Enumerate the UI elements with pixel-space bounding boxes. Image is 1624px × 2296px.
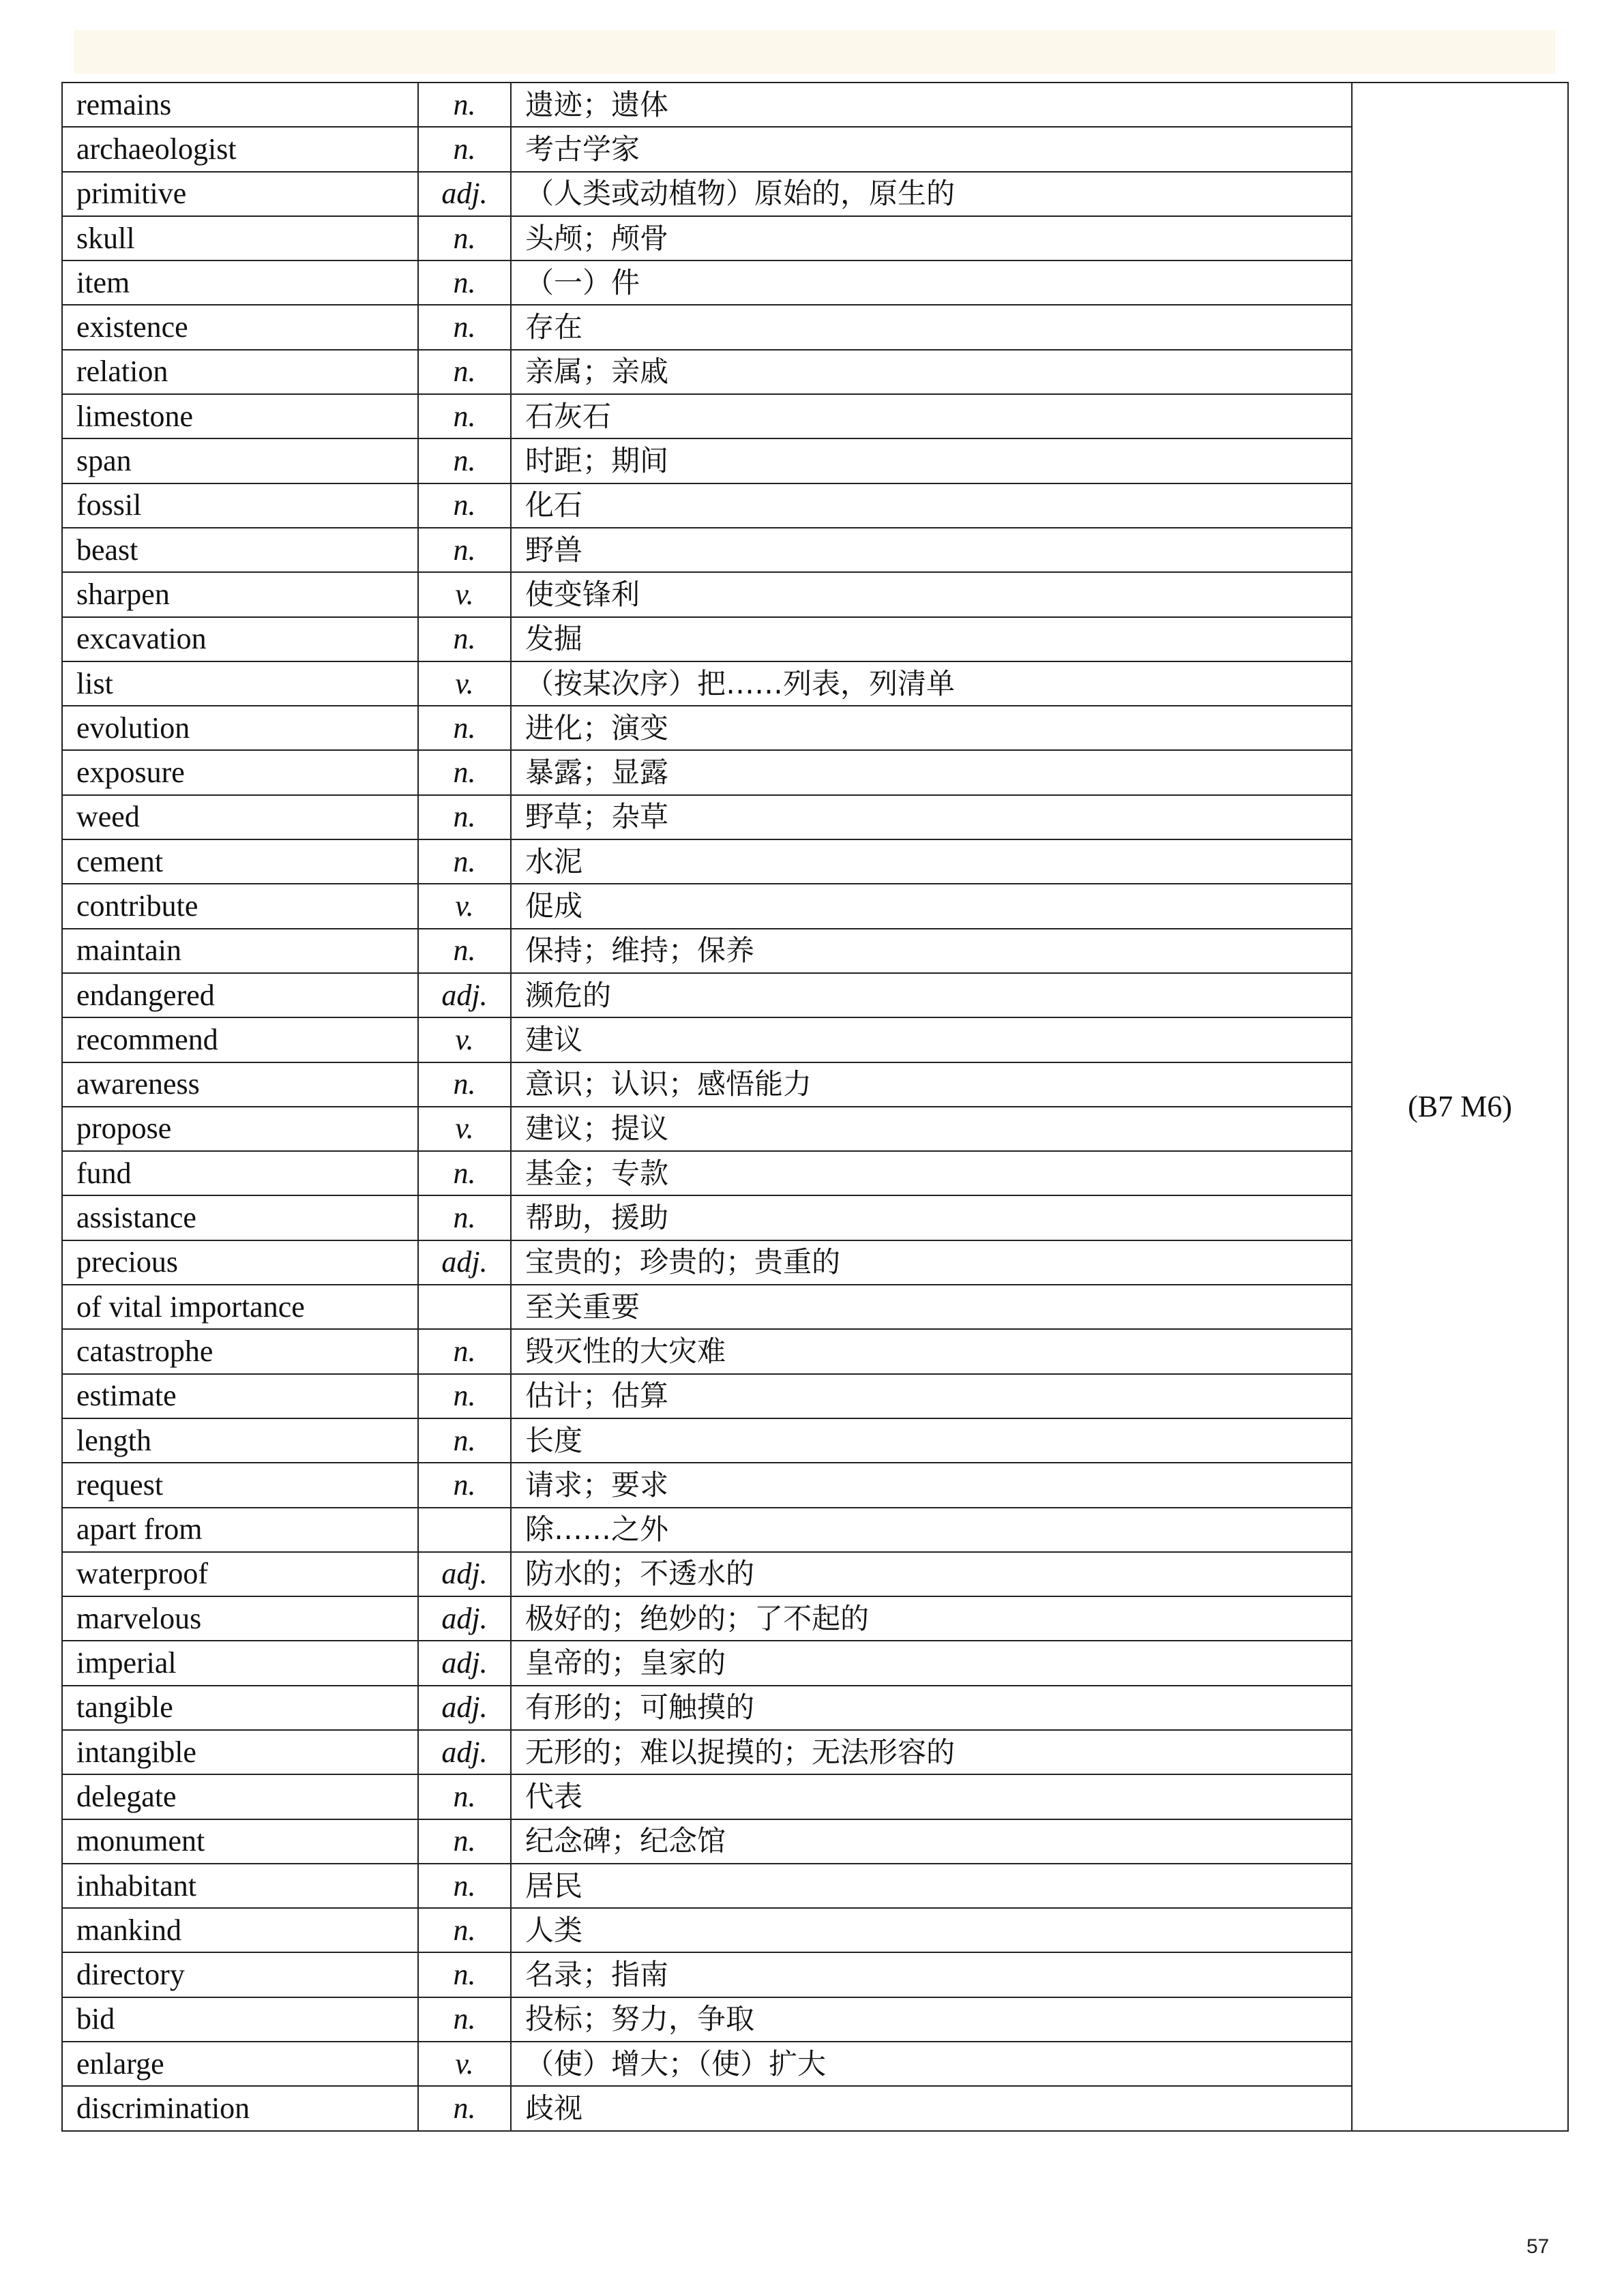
meaning-cell: （人类或动植物）原始的，原生的 bbox=[511, 172, 1352, 216]
word-cell: endangered bbox=[62, 973, 418, 1017]
part-of-speech-cell: adj. bbox=[418, 1240, 511, 1285]
meaning-cell: 纪念碑；纪念馆 bbox=[511, 1819, 1352, 1864]
part-of-speech-cell: n. bbox=[418, 1952, 511, 1997]
table-row bbox=[62, 1596, 1568, 1641]
table-row bbox=[62, 172, 1568, 216]
meaning-cell: 暴露；显露 bbox=[511, 750, 1352, 794]
table-row bbox=[62, 216, 1568, 260]
word-cell: mankind bbox=[62, 1908, 418, 1952]
part-of-speech-cell: n. bbox=[418, 839, 511, 884]
meaning-cell: 存在 bbox=[511, 305, 1352, 349]
word-cell: tangible bbox=[62, 1686, 418, 1730]
word-cell: evolution bbox=[62, 706, 418, 750]
table-row bbox=[62, 438, 1568, 483]
meaning-cell: 至关重要 bbox=[511, 1285, 1352, 1329]
part-of-speech-cell bbox=[418, 1285, 511, 1329]
word-cell: length bbox=[62, 1418, 418, 1463]
table-row bbox=[62, 1329, 1568, 1373]
meaning-cell: 发掘 bbox=[511, 617, 1352, 661]
word-cell: precious bbox=[62, 1240, 418, 1285]
word-cell: marvelous bbox=[62, 1596, 418, 1641]
meaning-cell: 保持；维持；保养 bbox=[511, 929, 1352, 973]
meaning-cell: 有形的；可触摸的 bbox=[511, 1686, 1352, 1730]
part-of-speech-cell: n. bbox=[418, 750, 511, 794]
word-cell: list bbox=[62, 661, 418, 706]
part-of-speech-cell: adj. bbox=[418, 1686, 511, 1730]
meaning-cell: 歧视 bbox=[511, 2086, 1352, 2130]
table-row bbox=[62, 1552, 1568, 1596]
meaning-cell: 使变锋利 bbox=[511, 572, 1352, 616]
table-row bbox=[62, 127, 1568, 171]
word-cell: skull bbox=[62, 216, 418, 260]
word-cell: sharpen bbox=[62, 572, 418, 616]
word-cell: request bbox=[62, 1463, 418, 1507]
meaning-cell: 濒危的 bbox=[511, 973, 1352, 1017]
part-of-speech-cell: adj. bbox=[418, 1641, 511, 1685]
word-cell: weed bbox=[62, 795, 418, 839]
table-row bbox=[62, 1730, 1568, 1774]
table-row bbox=[62, 394, 1568, 438]
part-of-speech-cell: n. bbox=[418, 1062, 511, 1107]
table-row bbox=[62, 973, 1568, 1017]
word-cell: archaeologist bbox=[62, 127, 418, 171]
word-cell: inhabitant bbox=[62, 1864, 418, 1908]
word-cell: estimate bbox=[62, 1374, 418, 1418]
unit-label-cell: (B7 M6) bbox=[1352, 83, 1568, 2131]
meaning-cell: 促成 bbox=[511, 884, 1352, 928]
table-row bbox=[62, 528, 1568, 572]
table-row bbox=[62, 1686, 1568, 1730]
part-of-speech-cell: n. bbox=[418, 1774, 511, 1819]
word-cell: assistance bbox=[62, 1195, 418, 1240]
part-of-speech-cell: v. bbox=[418, 1107, 511, 1151]
part-of-speech-cell: v. bbox=[418, 2042, 511, 2086]
word-cell: maintain bbox=[62, 929, 418, 973]
word-cell: propose bbox=[62, 1107, 418, 1151]
table-row bbox=[62, 1374, 1568, 1418]
meaning-cell: 长度 bbox=[511, 1418, 1352, 1463]
table-row bbox=[62, 1195, 1568, 1240]
table-row bbox=[62, 1774, 1568, 1819]
part-of-speech-cell: n. bbox=[418, 83, 511, 127]
meaning-cell: 野兽 bbox=[511, 528, 1352, 572]
part-of-speech-cell: n. bbox=[418, 1418, 511, 1463]
word-cell: primitive bbox=[62, 172, 418, 216]
part-of-speech-cell: n. bbox=[418, 1864, 511, 1908]
part-of-speech-cell: n. bbox=[418, 706, 511, 750]
meaning-cell: 名录；指南 bbox=[511, 1952, 1352, 1997]
table-row bbox=[62, 929, 1568, 973]
part-of-speech-cell: n. bbox=[418, 216, 511, 260]
meaning-cell: 除……之外 bbox=[511, 1508, 1352, 1552]
table-row bbox=[62, 1952, 1568, 1997]
word-cell: apart from bbox=[62, 1508, 418, 1552]
part-of-speech-cell: n. bbox=[418, 1329, 511, 1373]
table-row bbox=[62, 483, 1568, 528]
table-row bbox=[62, 795, 1568, 839]
vocabulary-table-body bbox=[62, 83, 1568, 2131]
meaning-cell: 考古学家 bbox=[511, 127, 1352, 171]
part-of-speech-cell: n. bbox=[418, 929, 511, 973]
meaning-cell: 毁灭性的大灾难 bbox=[511, 1329, 1352, 1373]
table-row bbox=[62, 83, 1568, 127]
part-of-speech-cell: n. bbox=[418, 795, 511, 839]
word-cell: waterproof bbox=[62, 1552, 418, 1596]
word-cell: excavation bbox=[62, 617, 418, 661]
part-of-speech-cell: n. bbox=[418, 1151, 511, 1195]
word-cell: cement bbox=[62, 839, 418, 884]
meaning-cell: （一）件 bbox=[511, 260, 1352, 305]
word-cell: bid bbox=[62, 1997, 418, 2042]
meaning-cell: 头颅；颅骨 bbox=[511, 216, 1352, 260]
part-of-speech-cell: n. bbox=[418, 1374, 511, 1418]
table-row bbox=[62, 1285, 1568, 1329]
table-row bbox=[62, 1819, 1568, 1864]
table-row bbox=[62, 1151, 1568, 1195]
part-of-speech-cell: n. bbox=[418, 350, 511, 394]
table-row bbox=[62, 305, 1568, 349]
meaning-cell: 居民 bbox=[511, 1864, 1352, 1908]
meaning-cell: 基金；专款 bbox=[511, 1151, 1352, 1195]
part-of-speech-cell: n. bbox=[418, 1997, 511, 2042]
meaning-cell: 估计；估算 bbox=[511, 1374, 1352, 1418]
table-row bbox=[62, 1864, 1568, 1908]
word-cell: limestone bbox=[62, 394, 418, 438]
table-row bbox=[62, 260, 1568, 305]
part-of-speech-cell: adj. bbox=[418, 1552, 511, 1596]
part-of-speech-cell: n. bbox=[418, 2086, 511, 2130]
part-of-speech-cell: n. bbox=[418, 1819, 511, 1864]
meaning-cell: 极好的；绝妙的；了不起的 bbox=[511, 1596, 1352, 1641]
word-cell: directory bbox=[62, 1952, 418, 1997]
part-of-speech-cell: v. bbox=[418, 661, 511, 706]
meaning-cell: 进化；演变 bbox=[511, 706, 1352, 750]
table-row bbox=[62, 1463, 1568, 1507]
part-of-speech-cell: v. bbox=[418, 884, 511, 928]
table-row bbox=[62, 1062, 1568, 1107]
meaning-cell: 水泥 bbox=[511, 839, 1352, 884]
part-of-speech-cell: n. bbox=[418, 438, 511, 483]
meaning-cell: 野草；杂草 bbox=[511, 795, 1352, 839]
meaning-cell: 人类 bbox=[511, 1908, 1352, 1952]
word-cell: catastrophe bbox=[62, 1329, 418, 1373]
table-row bbox=[62, 572, 1568, 616]
word-cell: fossil bbox=[62, 483, 418, 528]
meaning-cell: 无形的；难以捉摸的；无法形容的 bbox=[511, 1730, 1352, 1774]
table-row bbox=[62, 2042, 1568, 2086]
part-of-speech-cell: n. bbox=[418, 1463, 511, 1507]
page-number: 57 bbox=[1526, 2235, 1550, 2258]
part-of-speech-cell bbox=[418, 1508, 511, 1552]
word-cell: imperial bbox=[62, 1641, 418, 1685]
meaning-cell: 建议；提议 bbox=[511, 1107, 1352, 1151]
word-cell: discrimination bbox=[62, 2086, 418, 2130]
table-row bbox=[62, 1508, 1568, 1552]
meaning-cell: 建议 bbox=[511, 1017, 1352, 1062]
meaning-cell: 石灰石 bbox=[511, 394, 1352, 438]
word-cell: enlarge bbox=[62, 2042, 418, 2086]
word-cell: span bbox=[62, 438, 418, 483]
part-of-speech-cell: n. bbox=[418, 127, 511, 171]
word-cell: awareness bbox=[62, 1062, 418, 1107]
meaning-cell: 时距；期间 bbox=[511, 438, 1352, 483]
part-of-speech-cell: n. bbox=[418, 1908, 511, 1952]
table-row bbox=[62, 1240, 1568, 1285]
meaning-cell: 请求；要求 bbox=[511, 1463, 1352, 1507]
word-cell: beast bbox=[62, 528, 418, 572]
table-row bbox=[62, 1908, 1568, 1952]
word-cell: contribute bbox=[62, 884, 418, 928]
meaning-cell: （按某次序）把……列表，列清单 bbox=[511, 661, 1352, 706]
table-row bbox=[62, 839, 1568, 884]
part-of-speech-cell: adj. bbox=[418, 1596, 511, 1641]
meaning-cell: 防水的；不透水的 bbox=[511, 1552, 1352, 1596]
table-row bbox=[62, 1017, 1568, 1062]
table-row bbox=[62, 1997, 1568, 2042]
table-row bbox=[62, 706, 1568, 750]
table-row bbox=[62, 1107, 1568, 1151]
meaning-cell: 代表 bbox=[511, 1774, 1352, 1819]
word-cell: intangible bbox=[62, 1730, 418, 1774]
part-of-speech-cell: adj. bbox=[418, 973, 511, 1017]
part-of-speech-cell: adj. bbox=[418, 1730, 511, 1774]
meaning-cell: 化石 bbox=[511, 483, 1352, 528]
word-cell: item bbox=[62, 260, 418, 305]
word-cell: of vital importance bbox=[62, 1285, 418, 1329]
header-band bbox=[74, 30, 1555, 74]
word-cell: monument bbox=[62, 1819, 418, 1864]
part-of-speech-cell: adj. bbox=[418, 172, 511, 216]
part-of-speech-cell: n. bbox=[418, 483, 511, 528]
part-of-speech-cell: n. bbox=[418, 528, 511, 572]
meaning-cell: 帮助，援助 bbox=[511, 1195, 1352, 1240]
part-of-speech-cell: n. bbox=[418, 305, 511, 349]
meaning-cell: 投标；努力，争取 bbox=[511, 1997, 1352, 2042]
word-cell: existence bbox=[62, 305, 418, 349]
part-of-speech-cell: v. bbox=[418, 1017, 511, 1062]
word-cell: exposure bbox=[62, 750, 418, 794]
vocabulary-table bbox=[61, 82, 1569, 2132]
word-cell: relation bbox=[62, 350, 418, 394]
word-cell: delegate bbox=[62, 1774, 418, 1819]
part-of-speech-cell: v. bbox=[418, 572, 511, 616]
meaning-cell: 遗迹；遗体 bbox=[511, 83, 1352, 127]
table-row bbox=[62, 884, 1568, 928]
word-cell: recommend bbox=[62, 1017, 418, 1062]
table-row bbox=[62, 750, 1568, 794]
word-cell: fund bbox=[62, 1151, 418, 1195]
meaning-cell: 意识；认识；感悟能力 bbox=[511, 1062, 1352, 1107]
table-row bbox=[62, 2086, 1568, 2130]
table-row bbox=[62, 350, 1568, 394]
table-row bbox=[62, 661, 1568, 706]
meaning-cell: （使）增大；（使）扩大 bbox=[511, 2042, 1352, 2086]
meaning-cell: 亲属；亲戚 bbox=[511, 350, 1352, 394]
part-of-speech-cell: n. bbox=[418, 394, 511, 438]
word-cell: remains bbox=[62, 83, 418, 127]
table-row bbox=[62, 1418, 1568, 1463]
meaning-cell: 皇帝的；皇家的 bbox=[511, 1641, 1352, 1685]
meaning-cell: 宝贵的；珍贵的；贵重的 bbox=[511, 1240, 1352, 1285]
part-of-speech-cell: n. bbox=[418, 617, 511, 661]
table-row bbox=[62, 617, 1568, 661]
table-row bbox=[62, 1641, 1568, 1685]
part-of-speech-cell: n. bbox=[418, 1195, 511, 1240]
part-of-speech-cell: n. bbox=[418, 260, 511, 305]
